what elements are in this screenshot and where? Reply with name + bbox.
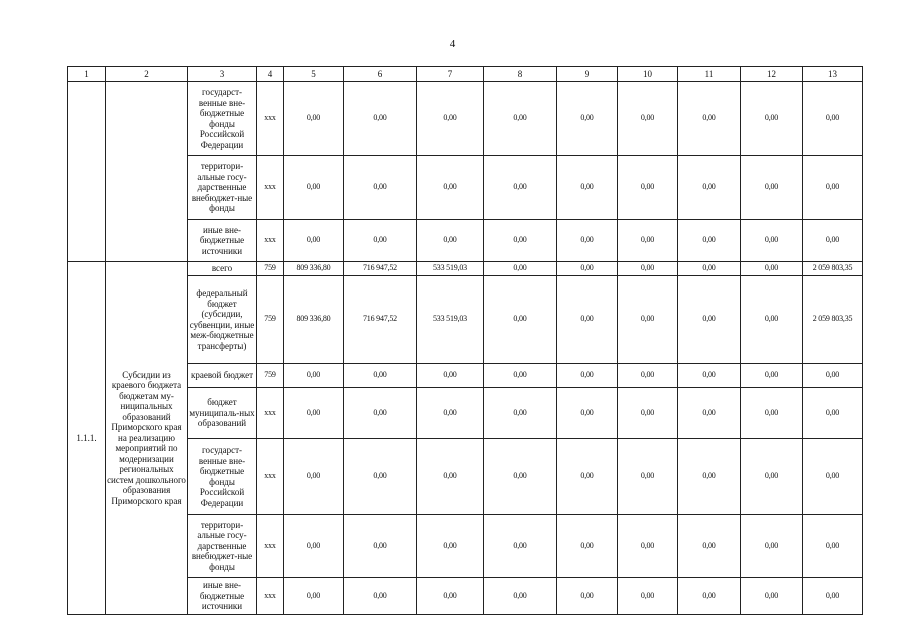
- value-cell: 0,00: [417, 364, 484, 388]
- table-row: [68, 156, 863, 220]
- value-cell: 809 336,80: [284, 262, 344, 276]
- value-cell: 0,00: [678, 276, 741, 364]
- code-cell: 759: [257, 364, 284, 388]
- page-number: 4: [449, 38, 456, 50]
- source-cell: государст-венные вне-бюджетные фонды Российской Федерации: [188, 82, 257, 156]
- source-cell: федеральный бюджет (субсидии, субвенции, иные меж-бюджетные трансферты): [188, 276, 257, 364]
- value-cell: 0,00: [284, 515, 344, 578]
- table-row: [68, 388, 863, 439]
- code-cell: xxx: [257, 220, 284, 262]
- value-cell: 0,00: [678, 515, 741, 578]
- value-cell: 0,00: [618, 439, 678, 515]
- value-cell: 0,00: [484, 156, 557, 220]
- header-cell: 5: [284, 67, 344, 82]
- value-cell: 0,00: [284, 156, 344, 220]
- value-cell: 2 059 803,35: [803, 276, 863, 364]
- value-cell: 0,00: [618, 364, 678, 388]
- value-cell: 0,00: [344, 515, 417, 578]
- value-cell: 0,00: [344, 578, 417, 615]
- value-cell: 0,00: [678, 364, 741, 388]
- value-cell: 0,00: [344, 439, 417, 515]
- value-cell: 0,00: [741, 156, 803, 220]
- value-cell: 0,00: [618, 262, 678, 276]
- value-cell: 0,00: [618, 388, 678, 439]
- value-cell: 0,00: [557, 439, 618, 515]
- header-cell: 2: [106, 67, 188, 82]
- value-cell: 0,00: [803, 439, 863, 515]
- value-cell: 0,00: [741, 82, 803, 156]
- value-cell: 0,00: [741, 439, 803, 515]
- value-cell: 0,00: [484, 388, 557, 439]
- value-cell: 0,00: [344, 364, 417, 388]
- header-cell: 13: [803, 67, 863, 82]
- code-cell: 759: [257, 262, 284, 276]
- table-row: [68, 220, 863, 262]
- value-cell: 0,00: [741, 388, 803, 439]
- source-cell: краевой бюджет: [188, 364, 257, 388]
- header-cell: 11: [678, 67, 741, 82]
- value-cell: 0,00: [417, 156, 484, 220]
- header-cell: 10: [618, 67, 678, 82]
- header-cell: 7: [417, 67, 484, 82]
- value-cell: 0,00: [557, 220, 618, 262]
- empty-name-cell: [106, 82, 188, 262]
- value-cell: 0,00: [417, 439, 484, 515]
- value-cell: 0,00: [484, 515, 557, 578]
- header-cell: 1: [68, 67, 106, 82]
- value-cell: 0,00: [803, 364, 863, 388]
- value-cell: 0,00: [803, 578, 863, 615]
- table-row: [68, 364, 863, 388]
- header-row: [68, 67, 863, 82]
- value-cell: 0,00: [557, 156, 618, 220]
- value-cell: 2 059 803,35: [803, 262, 863, 276]
- value-cell: 0,00: [284, 578, 344, 615]
- value-cell: 0,00: [741, 276, 803, 364]
- table-row: [68, 515, 863, 578]
- code-cell: xxx: [257, 82, 284, 156]
- value-cell: 0,00: [284, 364, 344, 388]
- value-cell: 0,00: [484, 439, 557, 515]
- value-cell: 809 336,80: [284, 276, 344, 364]
- value-cell: 0,00: [741, 220, 803, 262]
- code-cell: 759: [257, 276, 284, 364]
- value-cell: 0,00: [284, 220, 344, 262]
- value-cell: 0,00: [678, 262, 741, 276]
- value-cell: 716 947,52: [344, 276, 417, 364]
- value-cell: 0,00: [618, 515, 678, 578]
- value-cell: 0,00: [284, 439, 344, 515]
- value-cell: 0,00: [344, 388, 417, 439]
- value-cell: 0,00: [484, 578, 557, 615]
- value-cell: 0,00: [618, 578, 678, 615]
- value-cell: 0,00: [417, 578, 484, 615]
- value-cell: 533 519,03: [417, 262, 484, 276]
- value-cell: 0,00: [484, 220, 557, 262]
- budget-table: [67, 66, 863, 615]
- value-cell: 0,00: [803, 156, 863, 220]
- value-cell: 0,00: [618, 220, 678, 262]
- value-cell: 0,00: [741, 515, 803, 578]
- value-cell: 0,00: [284, 388, 344, 439]
- value-cell: 0,00: [484, 276, 557, 364]
- table-row: [68, 578, 863, 615]
- value-cell: 0,00: [557, 578, 618, 615]
- code-cell: xxx: [257, 515, 284, 578]
- value-cell: 0,00: [484, 82, 557, 156]
- value-cell: 0,00: [557, 262, 618, 276]
- table-row: [68, 82, 863, 156]
- value-cell: 0,00: [417, 220, 484, 262]
- code-cell: xxx: [257, 156, 284, 220]
- value-cell: 0,00: [618, 276, 678, 364]
- table-row: [68, 439, 863, 515]
- header-cell: 9: [557, 67, 618, 82]
- source-cell: иные вне-бюджетные источники: [188, 220, 257, 262]
- value-cell: 0,00: [741, 364, 803, 388]
- value-cell: 0,00: [678, 388, 741, 439]
- value-cell: 0,00: [803, 515, 863, 578]
- header-cell: 8: [484, 67, 557, 82]
- value-cell: 0,00: [417, 388, 484, 439]
- value-cell: 0,00: [618, 156, 678, 220]
- item-number: 1.1.1.: [68, 262, 106, 615]
- code-cell: xxx: [257, 439, 284, 515]
- source-cell: территори-альные госу-дарственные внебюджет-ные фонды: [188, 156, 257, 220]
- table-row: [68, 262, 863, 276]
- value-cell: 0,00: [344, 82, 417, 156]
- source-cell: иные вне-бюджетные источники: [188, 578, 257, 615]
- value-cell: 0,00: [803, 82, 863, 156]
- value-cell: 0,00: [557, 276, 618, 364]
- value-cell: 0,00: [557, 388, 618, 439]
- header-cell: 12: [741, 67, 803, 82]
- value-cell: 0,00: [557, 515, 618, 578]
- value-cell: 0,00: [803, 220, 863, 262]
- table-row: [68, 276, 863, 364]
- code-cell: xxx: [257, 578, 284, 615]
- source-cell: всего: [188, 262, 257, 276]
- value-cell: 0,00: [557, 82, 618, 156]
- value-cell: 0,00: [741, 262, 803, 276]
- value-cell: 716 947,52: [344, 262, 417, 276]
- code-cell: xxx: [257, 388, 284, 439]
- value-cell: 0,00: [284, 82, 344, 156]
- value-cell: 0,00: [678, 578, 741, 615]
- value-cell: 0,00: [417, 82, 484, 156]
- value-cell: 0,00: [557, 364, 618, 388]
- header-cell: 4: [257, 67, 284, 82]
- value-cell: 0,00: [344, 156, 417, 220]
- empty-number-cell: [68, 82, 106, 262]
- value-cell: 0,00: [618, 82, 678, 156]
- item-name: Субсидии из краевого бюджета бюджетам му-ниципальных образований Приморского края на реализацию мероприятий по модернизации региональных систем дошкольного образования Приморского края: [106, 262, 188, 615]
- header-cell: 6: [344, 67, 417, 82]
- value-cell: 533 519,03: [417, 276, 484, 364]
- source-cell: бюджет муниципаль-ных образований: [188, 388, 257, 439]
- value-cell: 0,00: [678, 439, 741, 515]
- value-cell: 0,00: [741, 578, 803, 615]
- value-cell: 0,00: [484, 364, 557, 388]
- source-cell: территори-альные госу-дарственные внебюджет-ные фонды: [188, 515, 257, 578]
- value-cell: 0,00: [678, 220, 741, 262]
- value-cell: 0,00: [417, 515, 484, 578]
- value-cell: 0,00: [678, 82, 741, 156]
- value-cell: 0,00: [678, 156, 741, 220]
- source-cell: государст-венные вне-бюджетные фонды Российской Федерации: [188, 439, 257, 515]
- value-cell: 0,00: [803, 388, 863, 439]
- value-cell: 0,00: [484, 262, 557, 276]
- value-cell: 0,00: [344, 220, 417, 262]
- header-cell: 3: [188, 67, 257, 82]
